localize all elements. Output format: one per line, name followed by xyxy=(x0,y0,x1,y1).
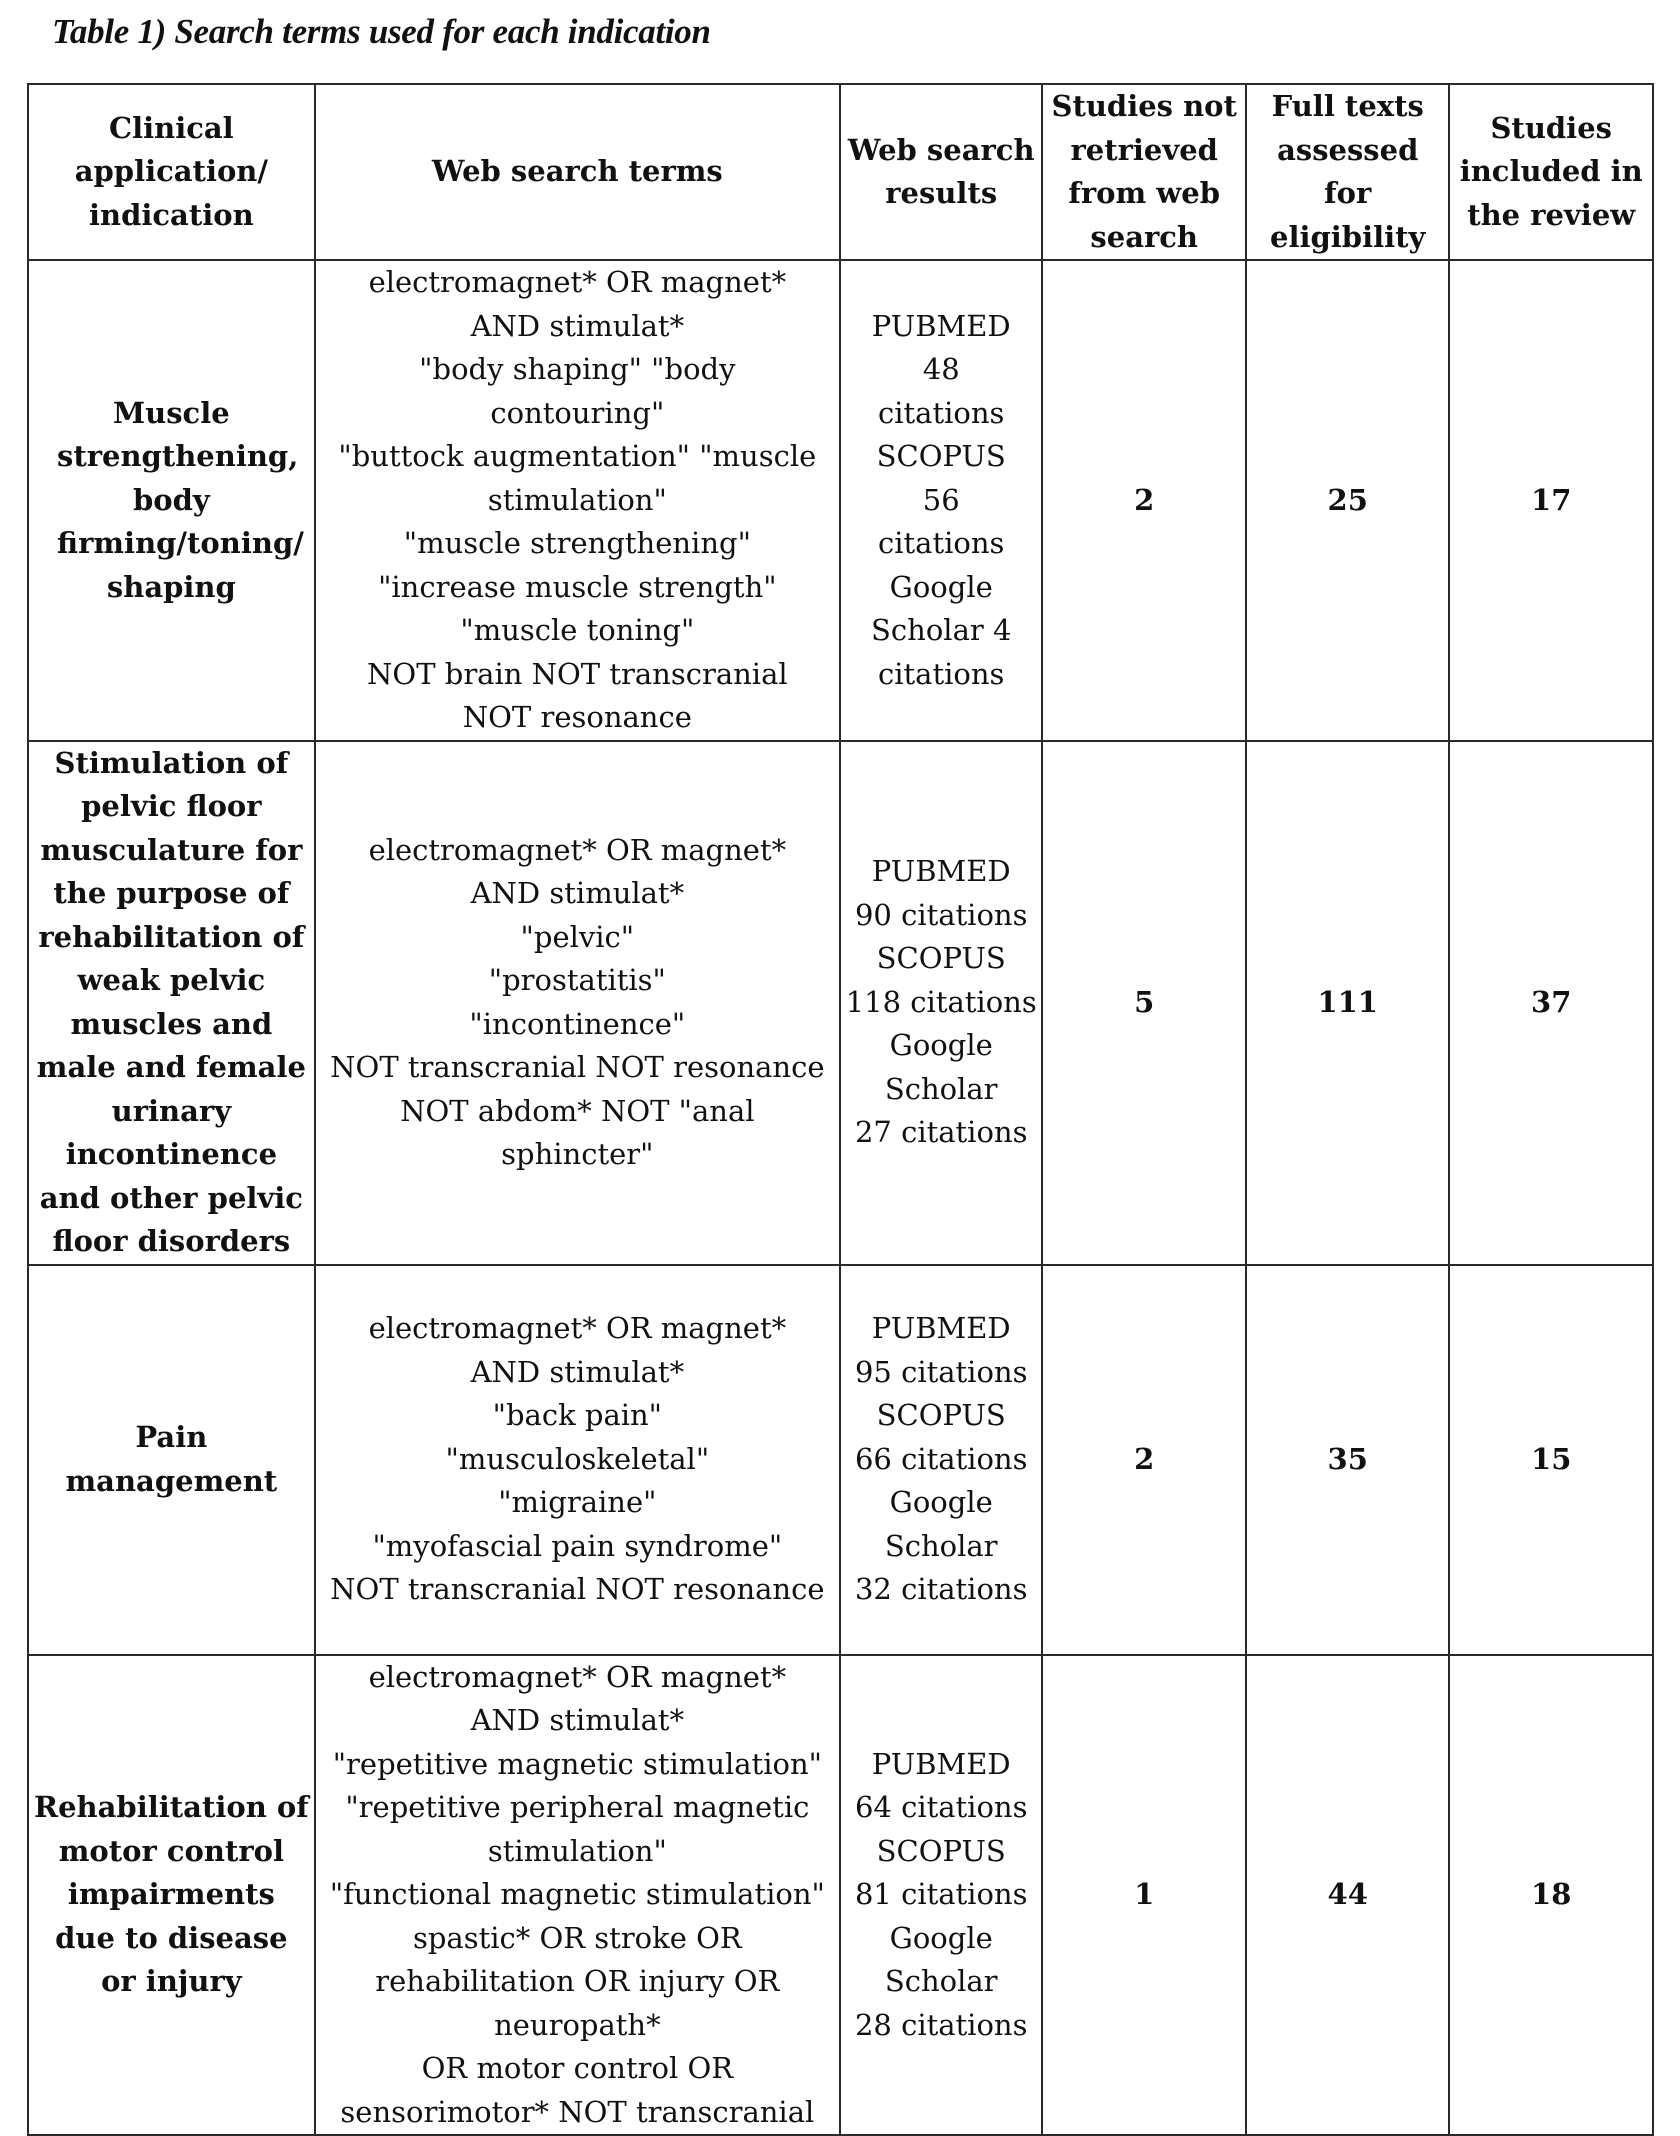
search-results-cell xyxy=(840,1265,1042,1655)
result-line: 81 citations xyxy=(854,1877,1028,1911)
result-line: SCOPUS xyxy=(876,1833,1006,1868)
header-indication: Clinical application/ indication xyxy=(28,84,315,260)
result-line: 48 citations xyxy=(878,352,1005,430)
search-term: electromagnet* OR magnet* AND stimulat* xyxy=(368,832,787,910)
header-search-terms: Web search terms xyxy=(315,84,840,260)
not-retrieved-cell: 2 xyxy=(1042,260,1246,741)
search-terms-table xyxy=(27,83,1654,2136)
search-term: "pelvic" xyxy=(520,919,635,954)
result-line: 95 citations xyxy=(854,1354,1028,1389)
included-cell: 18 xyxy=(1449,1655,1653,2136)
search-term: NOT brain NOT transcranial NOT resonance xyxy=(367,656,788,734)
search-term: "muscle strengthening" xyxy=(403,526,751,560)
search-terms-cell xyxy=(315,1655,840,2136)
full-texts-cell: 44 xyxy=(1246,1655,1450,2136)
search-term: "musculoskeletal" xyxy=(445,1441,710,1476)
search-results-cell xyxy=(840,741,1042,1265)
indication-cell: Muscle strengthening, body firming/toning/ shaping xyxy=(28,260,315,741)
included-cell: 37 xyxy=(1449,741,1653,1265)
search-term: electromagnet* OR magnet* AND stimulat* xyxy=(368,1311,787,1389)
search-term: electromagnet* OR magnet* AND stimulat* xyxy=(368,265,787,343)
header-search-results: Web search results xyxy=(840,84,1042,260)
search-term: electromagnet* OR magnet* AND stimulat* xyxy=(368,1659,787,1737)
result-line: Google Scholar 4 citations xyxy=(871,569,1012,691)
result-line: PUBMED xyxy=(871,308,1011,343)
search-term: "functional magnetic stimulation" xyxy=(329,1877,825,1911)
table-header-row xyxy=(28,84,1653,260)
search-terms-cell xyxy=(315,1265,840,1655)
header-full-texts: Full texts assessed for eligibility xyxy=(1246,84,1450,260)
full-texts-cell: 35 xyxy=(1246,1265,1450,1655)
full-texts-cell: 111 xyxy=(1246,741,1450,1265)
indication-cell: Pain management xyxy=(28,1265,315,1655)
result-line: 27 citations xyxy=(854,1115,1028,1150)
search-term: "back pain" xyxy=(492,1398,663,1433)
result-line: Google xyxy=(889,1028,993,1063)
not-retrieved-cell: 2 xyxy=(1042,1265,1246,1655)
table-row xyxy=(28,260,1653,741)
search-term: spastic* OR stroke OR rehabilitation OR injury OR neuropath* xyxy=(375,1920,780,2042)
result-line: Scholar xyxy=(884,1071,998,1106)
not-retrieved-cell: 5 xyxy=(1042,741,1246,1265)
result-line: SCOPUS xyxy=(876,1398,1006,1433)
result-line: Google xyxy=(889,1920,993,1955)
search-term: "body shaping" "body contouring" xyxy=(419,352,736,430)
indication-cell: Stimulation of pelvic floor musculature for the purpose of rehabilitation of weak pelvic muscles and male and female urinary incontinence and other pelvic floor disorders xyxy=(28,741,315,1265)
search-term: "increase muscle strength" "muscle toning" xyxy=(378,569,777,647)
search-term: "prostatitis" xyxy=(488,963,666,997)
result-line: PUBMED xyxy=(871,1311,1011,1346)
search-terms-cell xyxy=(315,260,840,741)
search-term: OR motor control OR sensorimotor* NOT transcranial xyxy=(340,2051,815,2129)
table-row xyxy=(28,1655,1653,2136)
table-row xyxy=(28,1265,1653,1655)
search-term: "incontinence" xyxy=(469,1006,686,1041)
result-line: PUBMED xyxy=(871,1746,1011,1781)
search-term: "migraine" xyxy=(498,1485,657,1520)
search-term: "repetitive peripheral magnetic stimulation" xyxy=(345,1790,810,1868)
not-retrieved-cell: 1 xyxy=(1042,1655,1246,2136)
result-line: 28 citations xyxy=(854,2007,1028,2042)
result-line: 66 citations xyxy=(854,1441,1028,1476)
full-texts-cell: 25 xyxy=(1246,260,1450,741)
search-term: "myofascial pain syndrome" xyxy=(372,1528,783,1563)
result-line: 32 citations xyxy=(854,1572,1028,1607)
result-line: 118 citations xyxy=(845,984,1037,1019)
result-line: 56 citations xyxy=(878,482,1005,560)
result-line: 64 citations xyxy=(854,1790,1028,1824)
search-term: NOT transcranial NOT resonance xyxy=(330,1050,825,1084)
table-row xyxy=(28,741,1653,1265)
result-line: Scholar xyxy=(884,1528,998,1563)
header-not-retrieved: Studies not retrieved from web search xyxy=(1042,84,1246,260)
search-results-cell xyxy=(840,1655,1042,2136)
result-line: Google xyxy=(889,1485,993,1520)
included-cell: 15 xyxy=(1449,1265,1653,1655)
header-included: Studies included in the review xyxy=(1449,84,1653,260)
indication-cell: Rehabilitation of motor control impairments due to disease or injury xyxy=(28,1655,315,2136)
result-line: PUBMED xyxy=(871,854,1011,889)
result-line: Scholar xyxy=(884,1964,998,1998)
search-term: "buttock augmentation" "muscle stimulation" xyxy=(338,439,817,517)
result-line: 90 citations xyxy=(854,897,1028,932)
table-caption: Table 1) Search terms used for each indication xyxy=(52,12,711,51)
search-results-cell xyxy=(840,260,1042,741)
result-line: SCOPUS xyxy=(876,439,1006,473)
search-term: NOT transcranial NOT resonance xyxy=(330,1572,825,1607)
result-line: SCOPUS xyxy=(876,941,1006,976)
included-cell: 17 xyxy=(1449,260,1653,741)
search-terms-cell xyxy=(315,741,840,1265)
search-term: "repetitive magnetic stimulation" xyxy=(332,1746,822,1781)
search-term: NOT abdom* NOT "anal sphincter" xyxy=(400,1093,755,1171)
